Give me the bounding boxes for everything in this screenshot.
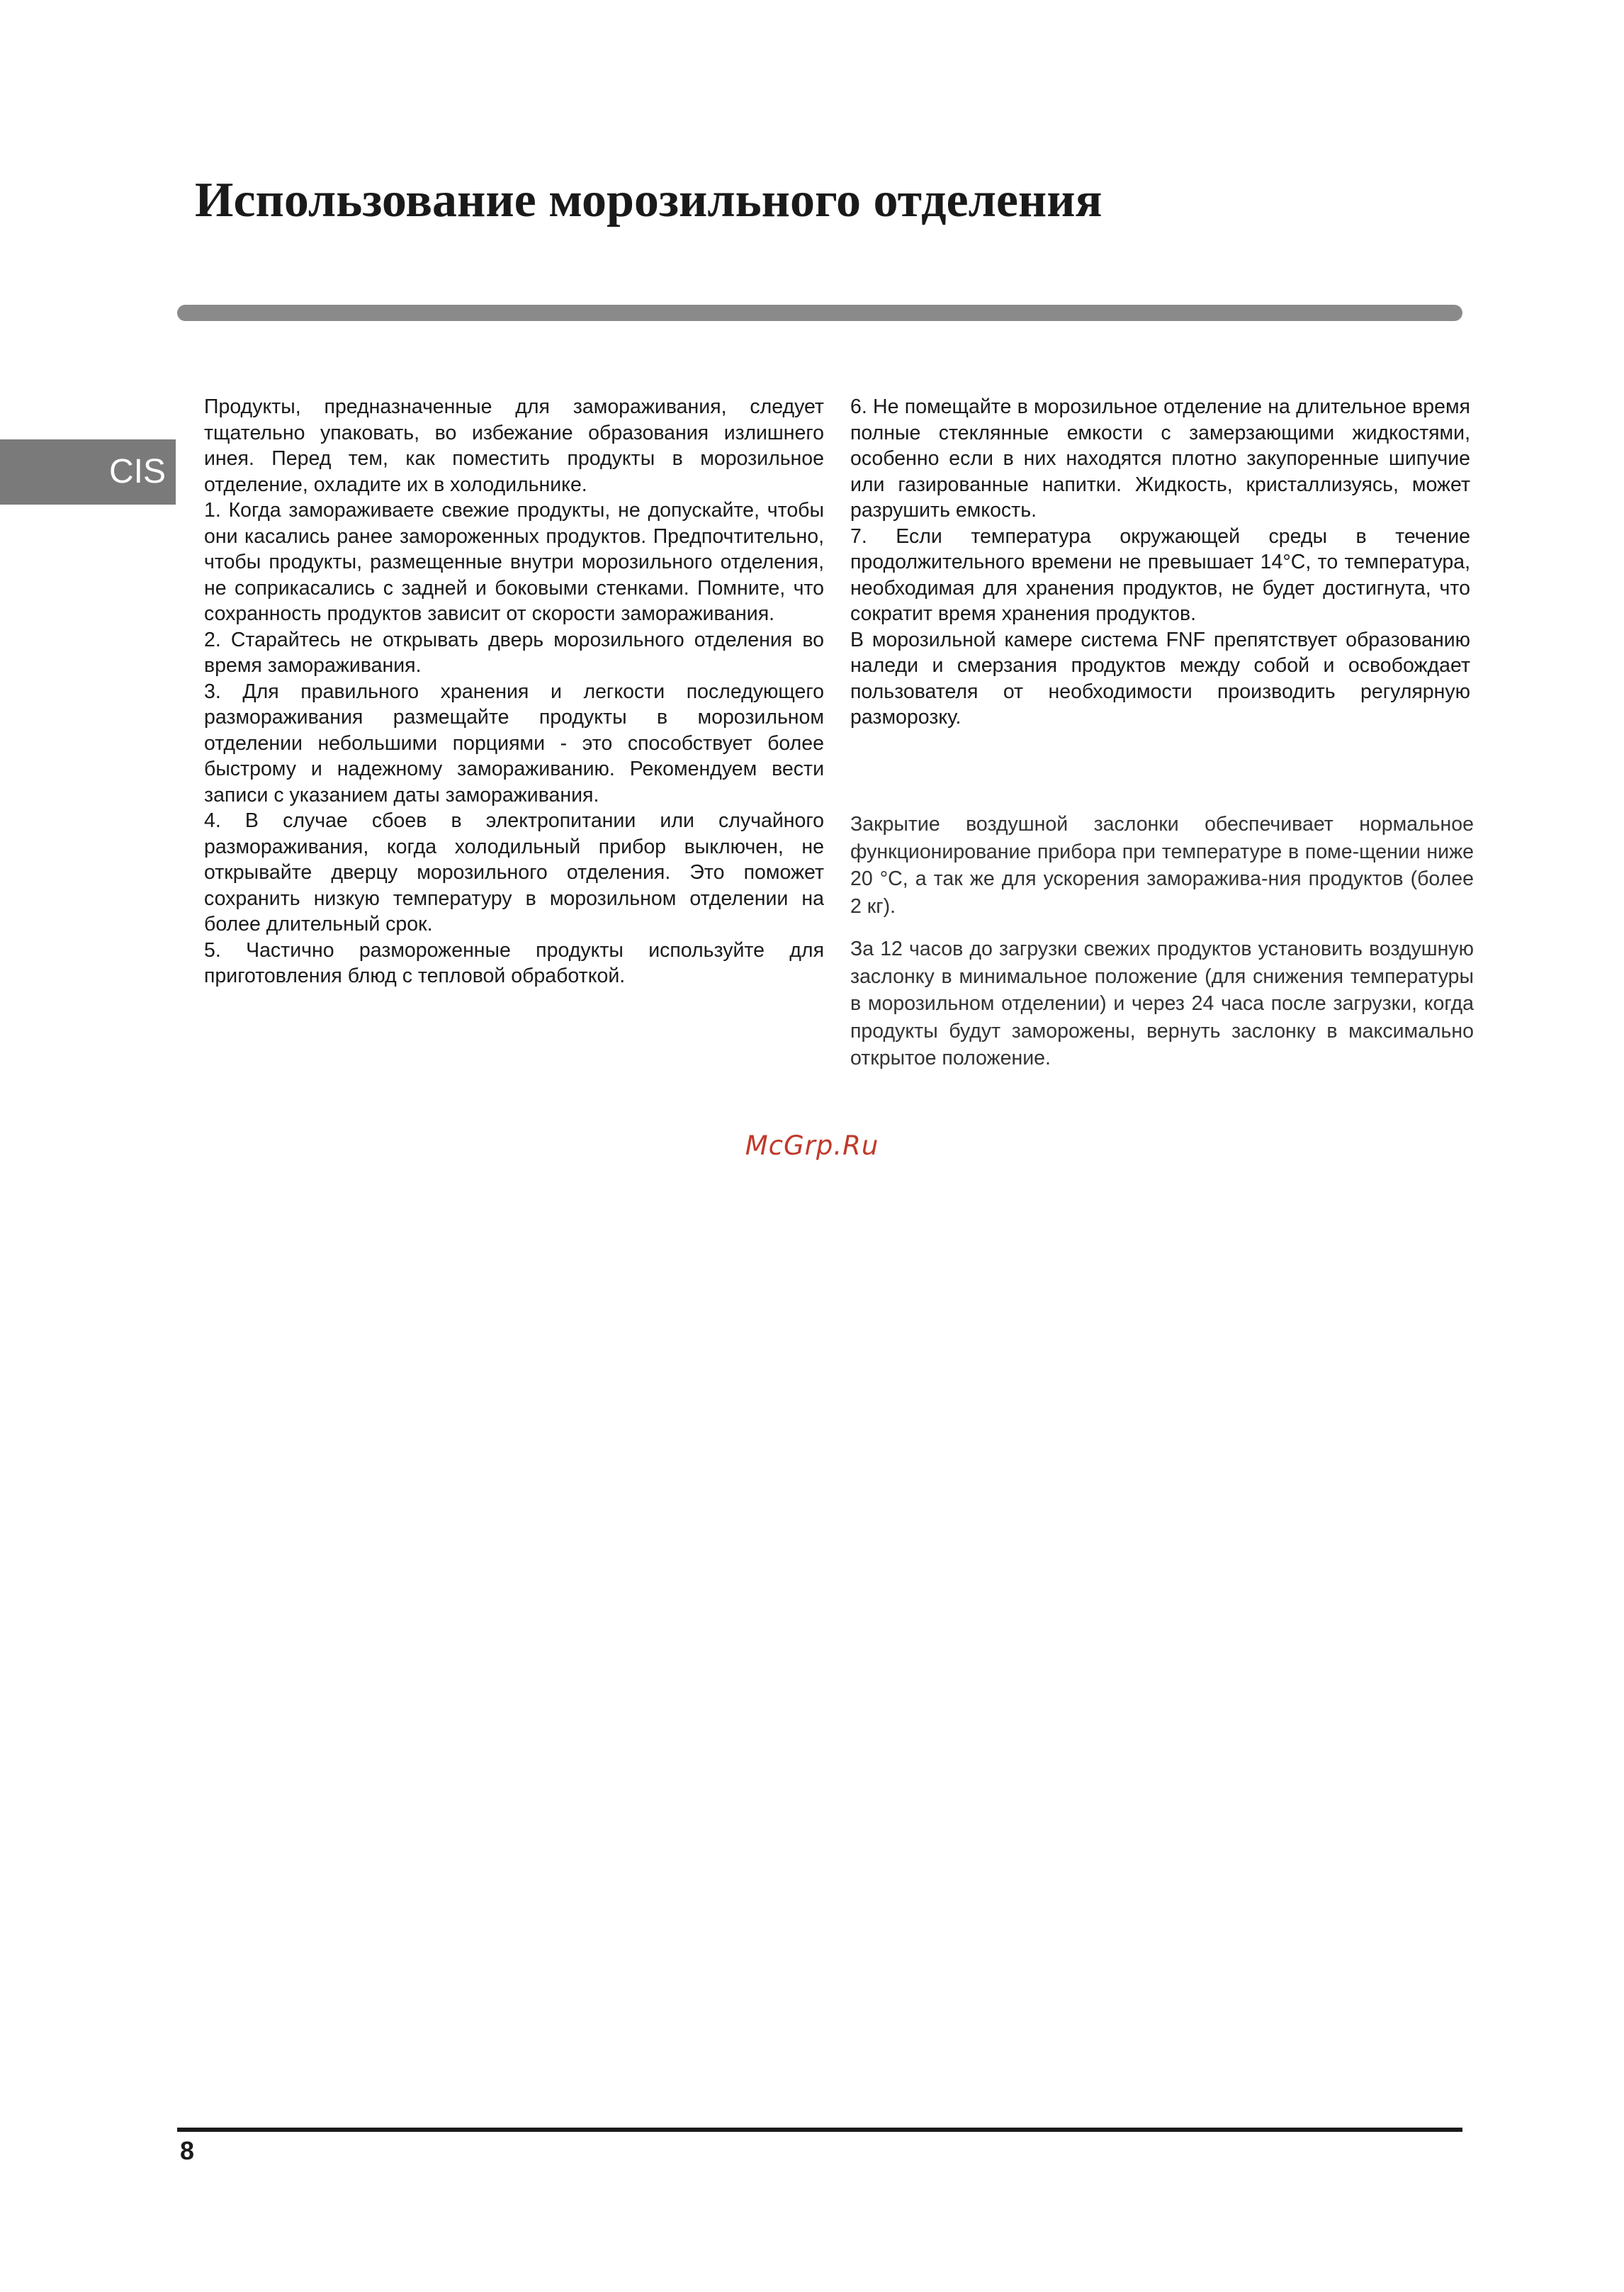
air-damper-note: Закрытие воздушной заслонки обеспечивает нормальное функционирование прибора при температуре в поме-щении ниже 20 °C, а так же для ускорения заморажива-ния продуктов (более 2 кг). — [850, 813, 1474, 918]
tip-5-paragraph: 5. Частично размороженные продукты используйте для приготовления блюд с тепловой обработкой. — [204, 938, 824, 987]
language-tab — [0, 439, 176, 505]
intro-paragraph: Продукты, предназначенные для замораживания, следует тщательно упаковать, во избежание образования излишнего инея. Перед тем, как поместить продукты в морозильное отделение, охладите их в холодильнике. — [204, 395, 824, 496]
fnf-system-paragraph: В морозильной камере система FNF препятствует образованию наледи и смерзания продуктов между собой и освобождает пользователя от необходимости производить регулярную разморозку. — [850, 628, 1470, 729]
tip-6-paragraph: 6. Не помещайте в морозильное отделение на длительное время полные стеклянные емкости с замерзающими жидкостями, особенно если в них находятся плотно закупоренные шипучие или газированные напитки. Жидкость, кристаллизуясь, может разрушить емкость. — [850, 395, 1470, 522]
language-tab-label: CIS — [108, 453, 166, 490]
tip-2-paragraph: 2. Старайтесь не открывать дверь морозильного отделения во время замораживания. — [204, 628, 824, 677]
page-title: Использование морозильного отделения — [195, 173, 1103, 227]
tip-4-paragraph: 4. В случае сбоев в электропитании или случайного размораживания, когда холодильный прибор выключен, не открывайте дверцу морозильного отделения. Это поможет сохранить низкую температуру в морозильном отделении на более длительный срок. — [204, 809, 824, 936]
page-number: 8 — [180, 2136, 195, 2165]
right-text-column — [850, 394, 1470, 731]
fresh-food-loading-note: За 12 часов до загрузки свежих продуктов установить воздушную заслонку в минимальное положение (для снижения температуры в морозильном отделении) и через 24 часа после загрузки, когда продукты будут заморожены, вернуть заслонку в максимально открытое положение. — [850, 938, 1474, 1069]
tip-1-paragraph: 1. Когда замораживаете свежие продукты, не допускайте, чтобы они касались ранее замороженных продуктов. Предпочтительно, чтобы продукты, размещенные внутри морозильного отделения, не соприкасались с задней и боковыми стенками. Помните, что сохранность продуктов зависит от скорости замораживания. — [204, 499, 824, 625]
tip-3-paragraph: 3. Для правильного хранения и легкости последующего размораживания размещайте продукты в морозильном отделении небольшими порциями - это способствует более быстрому и надежному замораживанию. Рекомендуем вести записи с указанием даты замораживания. — [204, 680, 824, 807]
title-underline-bar — [177, 305, 1462, 321]
tip-7-paragraph: 7. Если температура окружающей среды в течение продолжительного времени не превышает 14°C, то температура, необходимая для хранения продуктов, не будет достигнута, что сократит время хранения продуктов. — [850, 524, 1470, 625]
footer-rule — [177, 2128, 1462, 2132]
left-text-column — [204, 394, 824, 989]
watermark: McGrp.Ru — [745, 1130, 879, 1161]
